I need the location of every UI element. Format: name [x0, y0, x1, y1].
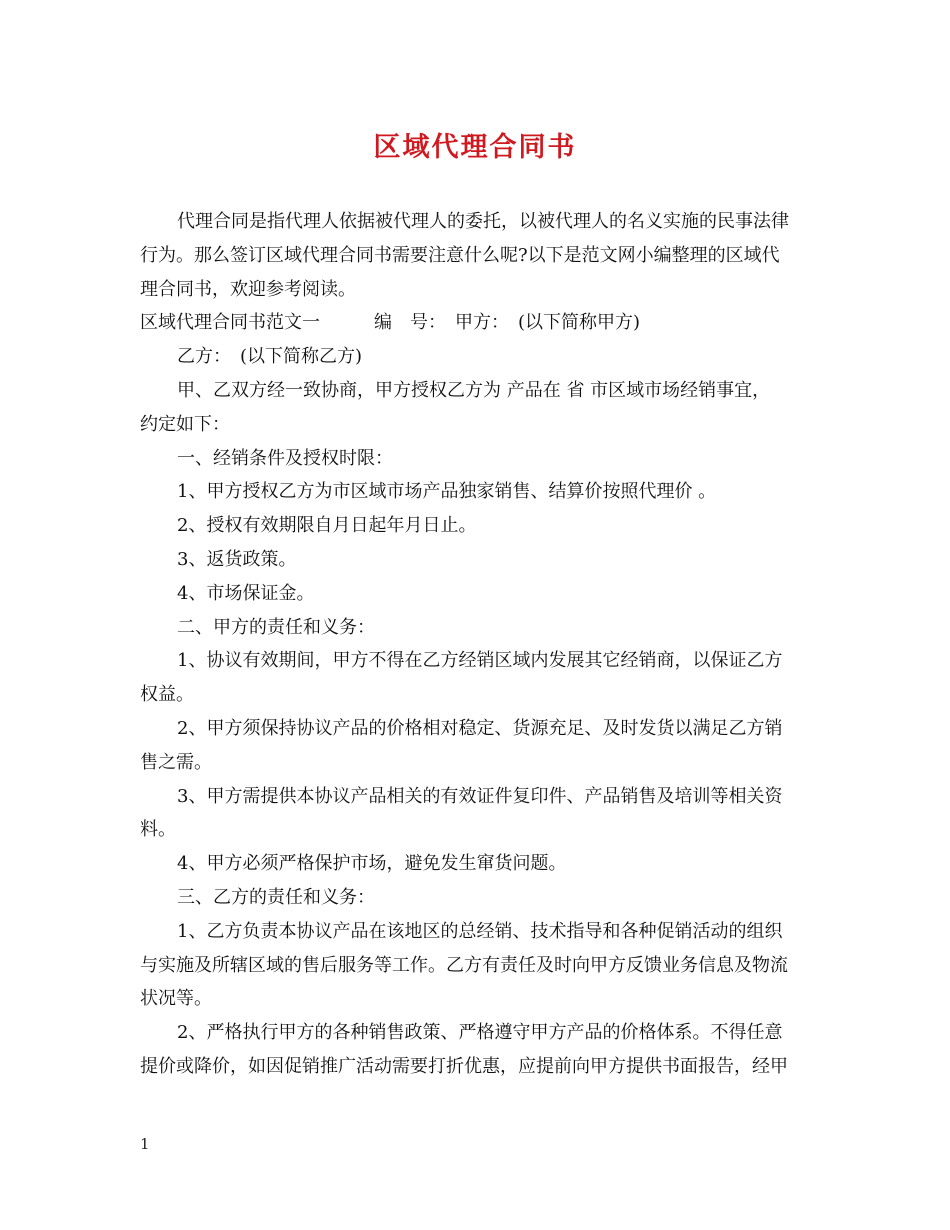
- paragraph-line: 行为。那么签订区域代理合同书需要注意什么呢?以下是范文网小编整理的区域代: [140, 244, 780, 266]
- clause-line: 与实施及所辖区域的售后服务等工作。乙方有责任及时向甲方反馈业务信息及物流: [140, 954, 788, 976]
- clause-line: 售之需。: [140, 751, 212, 773]
- paragraph-line: 甲、乙双方经一致协商，甲方授权乙方为 产品在 省 市区域市场经销事宜，: [177, 379, 771, 401]
- section-heading: 三、乙方的责任和义务：: [177, 886, 375, 908]
- paragraph-line: 乙方： (以下简称乙方): [177, 346, 363, 368]
- page-number: 1: [140, 1135, 150, 1153]
- document-title: 区域代理合同书: [373, 132, 577, 163]
- clause-line: 料。: [140, 819, 176, 841]
- clause-line: 权益。: [140, 684, 194, 706]
- paragraph-line: 约定如下：: [140, 413, 230, 435]
- clause-line: 2、甲方须保持协议产品的价格相对稳定、货源充足、及时发货以满足乙方销: [177, 717, 783, 739]
- clause-line: 1、甲方授权乙方为市区域市场产品独家销售、结算价按照代理价 。: [177, 481, 717, 503]
- paragraph-line: 代理合同是指代理人依据被代理人的委托，以被代理人的名义实施的民事法律: [177, 211, 789, 232]
- section-heading: 二、甲方的责任和义务：: [177, 616, 375, 638]
- clause-line: 2、授权有效期限自月日起年月日止。: [177, 515, 477, 537]
- clause-line: 3、返货政策。: [177, 548, 297, 570]
- paragraph-line: 区域代理合同书范文一 编 号： 甲方： (以下简称甲方): [140, 312, 641, 334]
- clause-line: 1、乙方负责本协议产品在该地区的总经销、技术指导和各种促销活动的组织: [177, 920, 783, 942]
- clause-line: 状况等。: [140, 988, 212, 1010]
- document-body: [140, 205, 812, 1084]
- paragraph-line: 理合同书，欢迎参考阅读。: [140, 278, 356, 300]
- clause-line: 3、甲方需提供本协议产品相关的有效证件复印件、产品销售及培训等相关资: [177, 785, 783, 807]
- clause-line: 4、市场保证金。: [177, 582, 315, 604]
- clause-line: 提价或降价，如因促销推广活动需要打折优惠，应提前向甲方提供书面报告，经甲: [140, 1055, 788, 1077]
- clause-line: 4、甲方必须严格保护市场，避免发生窜货问题。: [177, 853, 567, 875]
- section-heading: 一、经销条件及授权时限：: [177, 447, 393, 469]
- clause-line: 2、严格执行甲方的各种销售政策、严格遵守甲方产品的价格体系。不得任意: [177, 1022, 783, 1044]
- clause-line: 1、协议有效期间，甲方不得在乙方经销区域内发展其它经销商，以保证乙方: [177, 650, 783, 672]
